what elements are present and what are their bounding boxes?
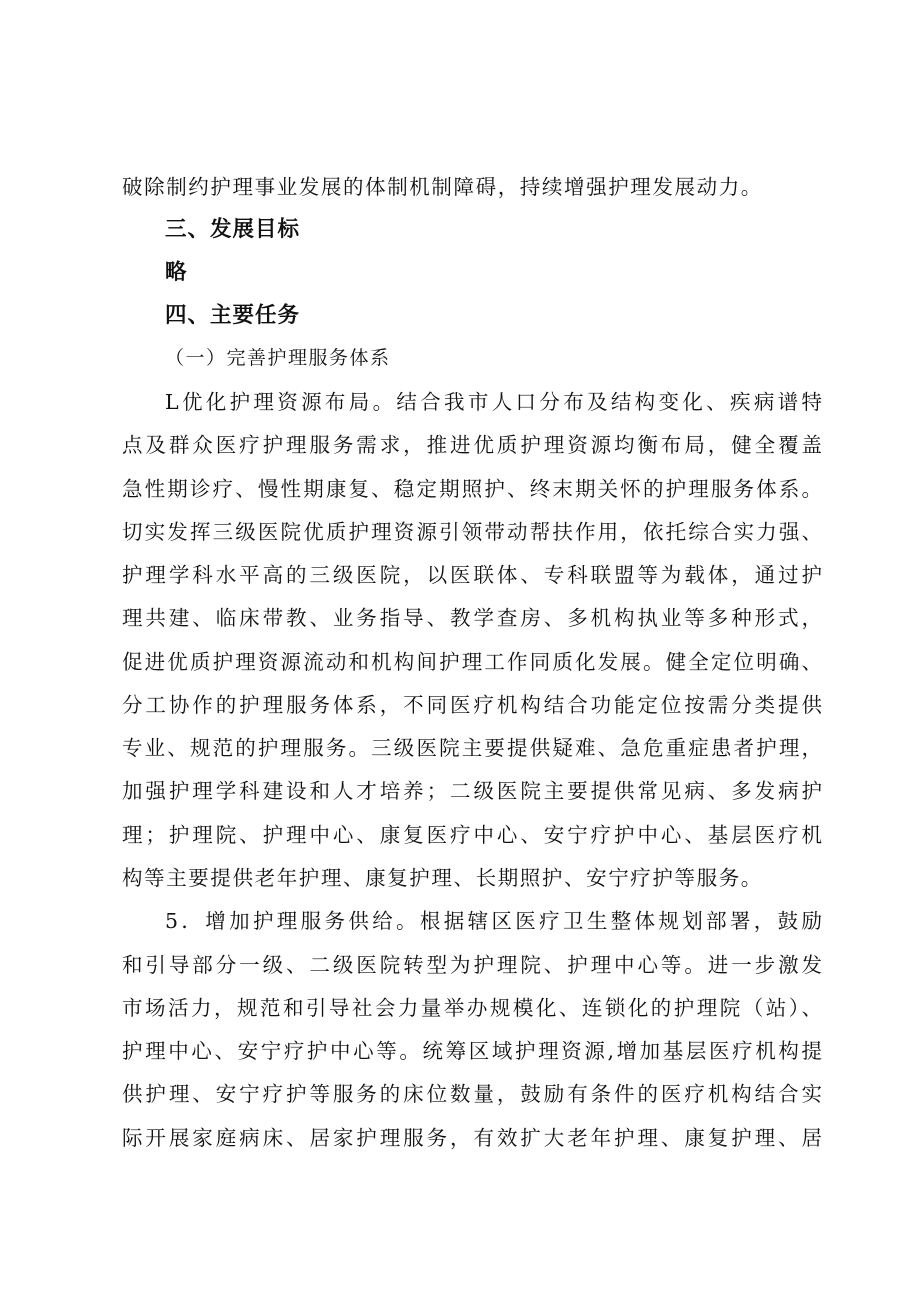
paragraph-line: 急性期诊疗、慢性期康复、稳定期照护、终末期关怀的护理服务体系。 (122, 477, 822, 501)
paragraph-line: 分工协作的护理服务体系，不同医疗机构结合功能定位按需分类提供 (122, 693, 822, 717)
paragraph-line: 理；护理院、护理中心、康复医疗中心、安宁疗护中心、基层医疗机 (122, 823, 822, 847)
paragraph-line: 际开展家庭病床、居家护理服务，有效扩大老年护理、康复护理、居 (122, 1126, 822, 1150)
paragraph-line: 护理学科水平高的三级医院，以医联体、专科联盟等为载体，通过护 (122, 563, 822, 587)
paragraph-line: 5．增加护理服务供给。根据辖区医疗卫生整体规划部署，鼓励 (165, 909, 822, 933)
paragraph-line: 护理中心、安宁疗护中心等。统筹区域护理资源,增加基层医疗机构提 (122, 1039, 822, 1063)
paragraph-line: 供护理、安宁疗护等服务的床位数量，鼓励有条件的医疗机构结合实 (122, 1082, 822, 1106)
paragraph-line: 破除制约护理事业发展的体制机制障碍，持续增强护理发展动力。 (122, 175, 763, 199)
paragraph-line: 构等主要提供老年护理、康复护理、长期照护、安宁疗护等服务。 (122, 866, 763, 890)
paragraph-line: L优化护理资源布局。结合我市人口分布及结构变化、疾病谱特 (165, 390, 822, 414)
paragraph-line: 切实发挥三级医院优质护理资源引领带动帮扶作用，依托综合实力强、 (122, 520, 822, 544)
paragraph-line: 点及群众医疗护理服务需求，推进优质护理资源均衡布局，健全覆盖 (122, 433, 822, 457)
paragraph-line: 理共建、临床带教、业务指导、教学查房、多机构执业等多种形式， (122, 606, 822, 630)
section-heading: 四、主要任务 (165, 303, 301, 328)
paragraph-line: 促进优质护理资源流动和机构间护理工作同质化发展。健全定位明确、 (122, 650, 822, 674)
subsection-heading: （一）完善护理服务体系 (165, 347, 391, 369)
section-heading: 三、发展目标 (165, 217, 301, 242)
paragraph-line: 和引导部分一级、二级医院转型为护理院、护理中心等。进一步激发 (122, 953, 822, 977)
paragraph-line: 加强护理学科建设和人才培养；二级医院主要提供常见病、多发病护 (122, 779, 822, 803)
paragraph-line: 市场活力，规范和引导社会力量举办规模化、连锁化的护理院（站）、 (122, 996, 822, 1020)
section-body: 略 (165, 260, 188, 285)
paragraph-line: 专业、规范的护理服务。三级医院主要提供疑难、急危重症患者护理， (122, 736, 822, 760)
